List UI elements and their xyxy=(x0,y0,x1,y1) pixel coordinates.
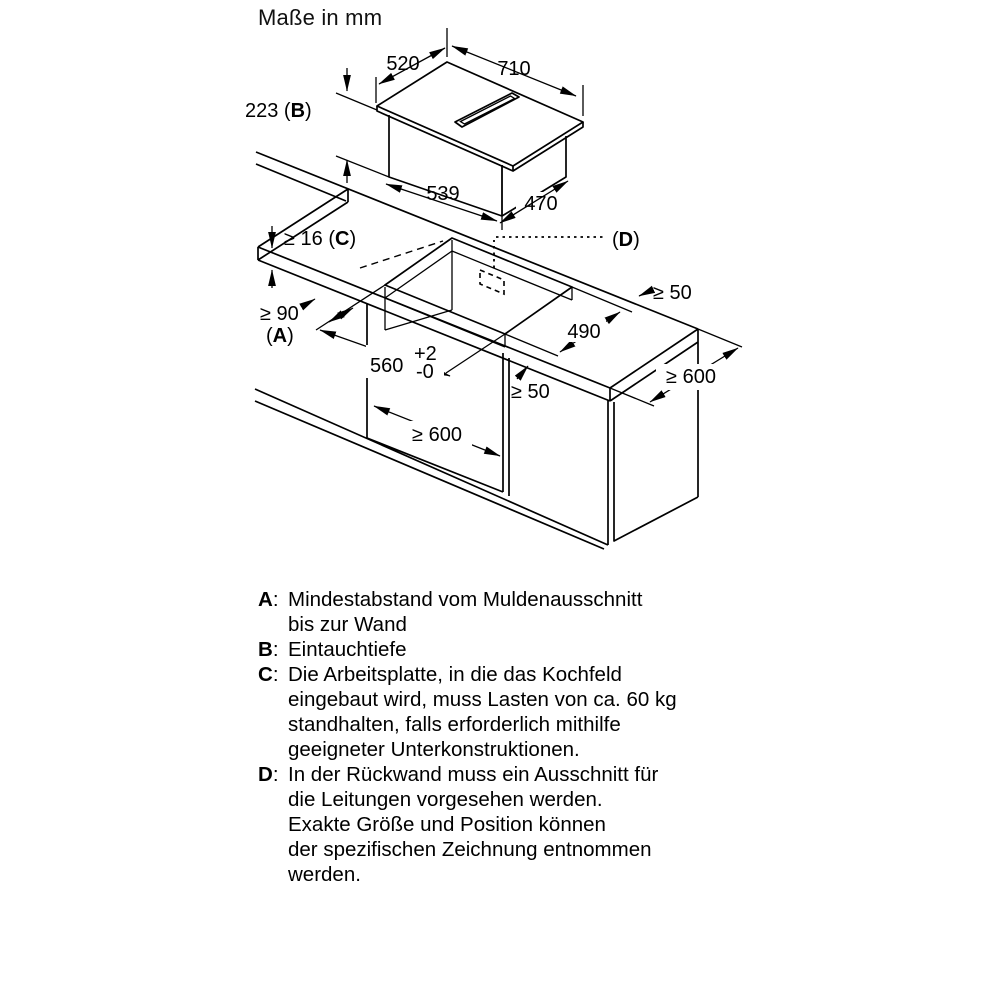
worktop-cutout xyxy=(385,238,572,334)
worktop-slab xyxy=(258,189,698,401)
legend-text-c: Die Arbeitsplatte, in die das Kochfeld eingebaut wird, muss Lasten von ca. 60 kg standhalten, falls erforderlich mithilfe geeigneter Unterkonstruktionen. xyxy=(288,663,677,761)
rear-cable-cutout xyxy=(480,270,504,294)
dim-immersion-depth: 223 (B) xyxy=(245,100,312,122)
legend-item-b xyxy=(258,637,677,662)
cutout-inner-faces xyxy=(385,240,572,347)
dim-cutout-width: 560 xyxy=(370,355,404,377)
legend-key-d: D: xyxy=(258,763,279,786)
dim-wall-distance-key: (A) xyxy=(266,325,294,347)
page-title: Maße in mm xyxy=(258,5,383,30)
hob-glass-top xyxy=(377,62,583,166)
dim-worktop-thickness: ≥ 16 (C) xyxy=(284,228,357,250)
rear-cutout-leader xyxy=(494,237,606,268)
legend-item-d xyxy=(258,762,677,887)
dim-cabinet-width: ≥ 600 xyxy=(412,424,462,446)
dim-rear-cutout-key: (D) xyxy=(612,229,640,251)
dim-wall-distance: ≥ 90 xyxy=(260,303,299,325)
legend xyxy=(258,587,677,887)
legend-key-a: A: xyxy=(258,588,279,611)
base-cabinet xyxy=(255,304,698,549)
dim-top-length: 710 xyxy=(497,58,531,80)
dim-cutout-depth: 490 xyxy=(567,321,601,343)
vent-slot-outer xyxy=(455,93,519,127)
worktop-cabinet-view xyxy=(255,152,698,549)
dim-clearance-back: ≥ 50 xyxy=(653,282,692,304)
hidden-wall-edge xyxy=(360,241,443,268)
dim-clearance-front: ≥ 50 xyxy=(511,381,550,403)
dim-top-depth: 520 xyxy=(386,53,420,75)
legend-item-a xyxy=(258,587,677,637)
legend-text-b: Eintauchtiefe xyxy=(288,638,407,661)
legend-text-a: Mindestabstand vom Muldenausschnitt bis zur Wand xyxy=(288,588,643,636)
legend-key-c: C: xyxy=(258,663,279,686)
dim-body-depth: 470 xyxy=(524,193,558,215)
dim-worktop-depth: ≥ 600 xyxy=(666,366,716,388)
vent-slot-inner xyxy=(461,96,515,124)
legend-text-d: In der Rückwand muss ein Ausschnitt für die Leitungen vorgesehen werden. Exakte Größe und Position können der spezifischen Zeichnung entnommen werden. xyxy=(288,763,659,886)
dim-cutout-tolerance-minus: -0 xyxy=(416,361,434,383)
dim-cutout-tolerance-plus: +2 xyxy=(414,343,437,365)
legend-item-c xyxy=(258,662,677,762)
legend-key-b: B: xyxy=(258,638,279,661)
dim-body-length: 539 xyxy=(426,183,460,205)
